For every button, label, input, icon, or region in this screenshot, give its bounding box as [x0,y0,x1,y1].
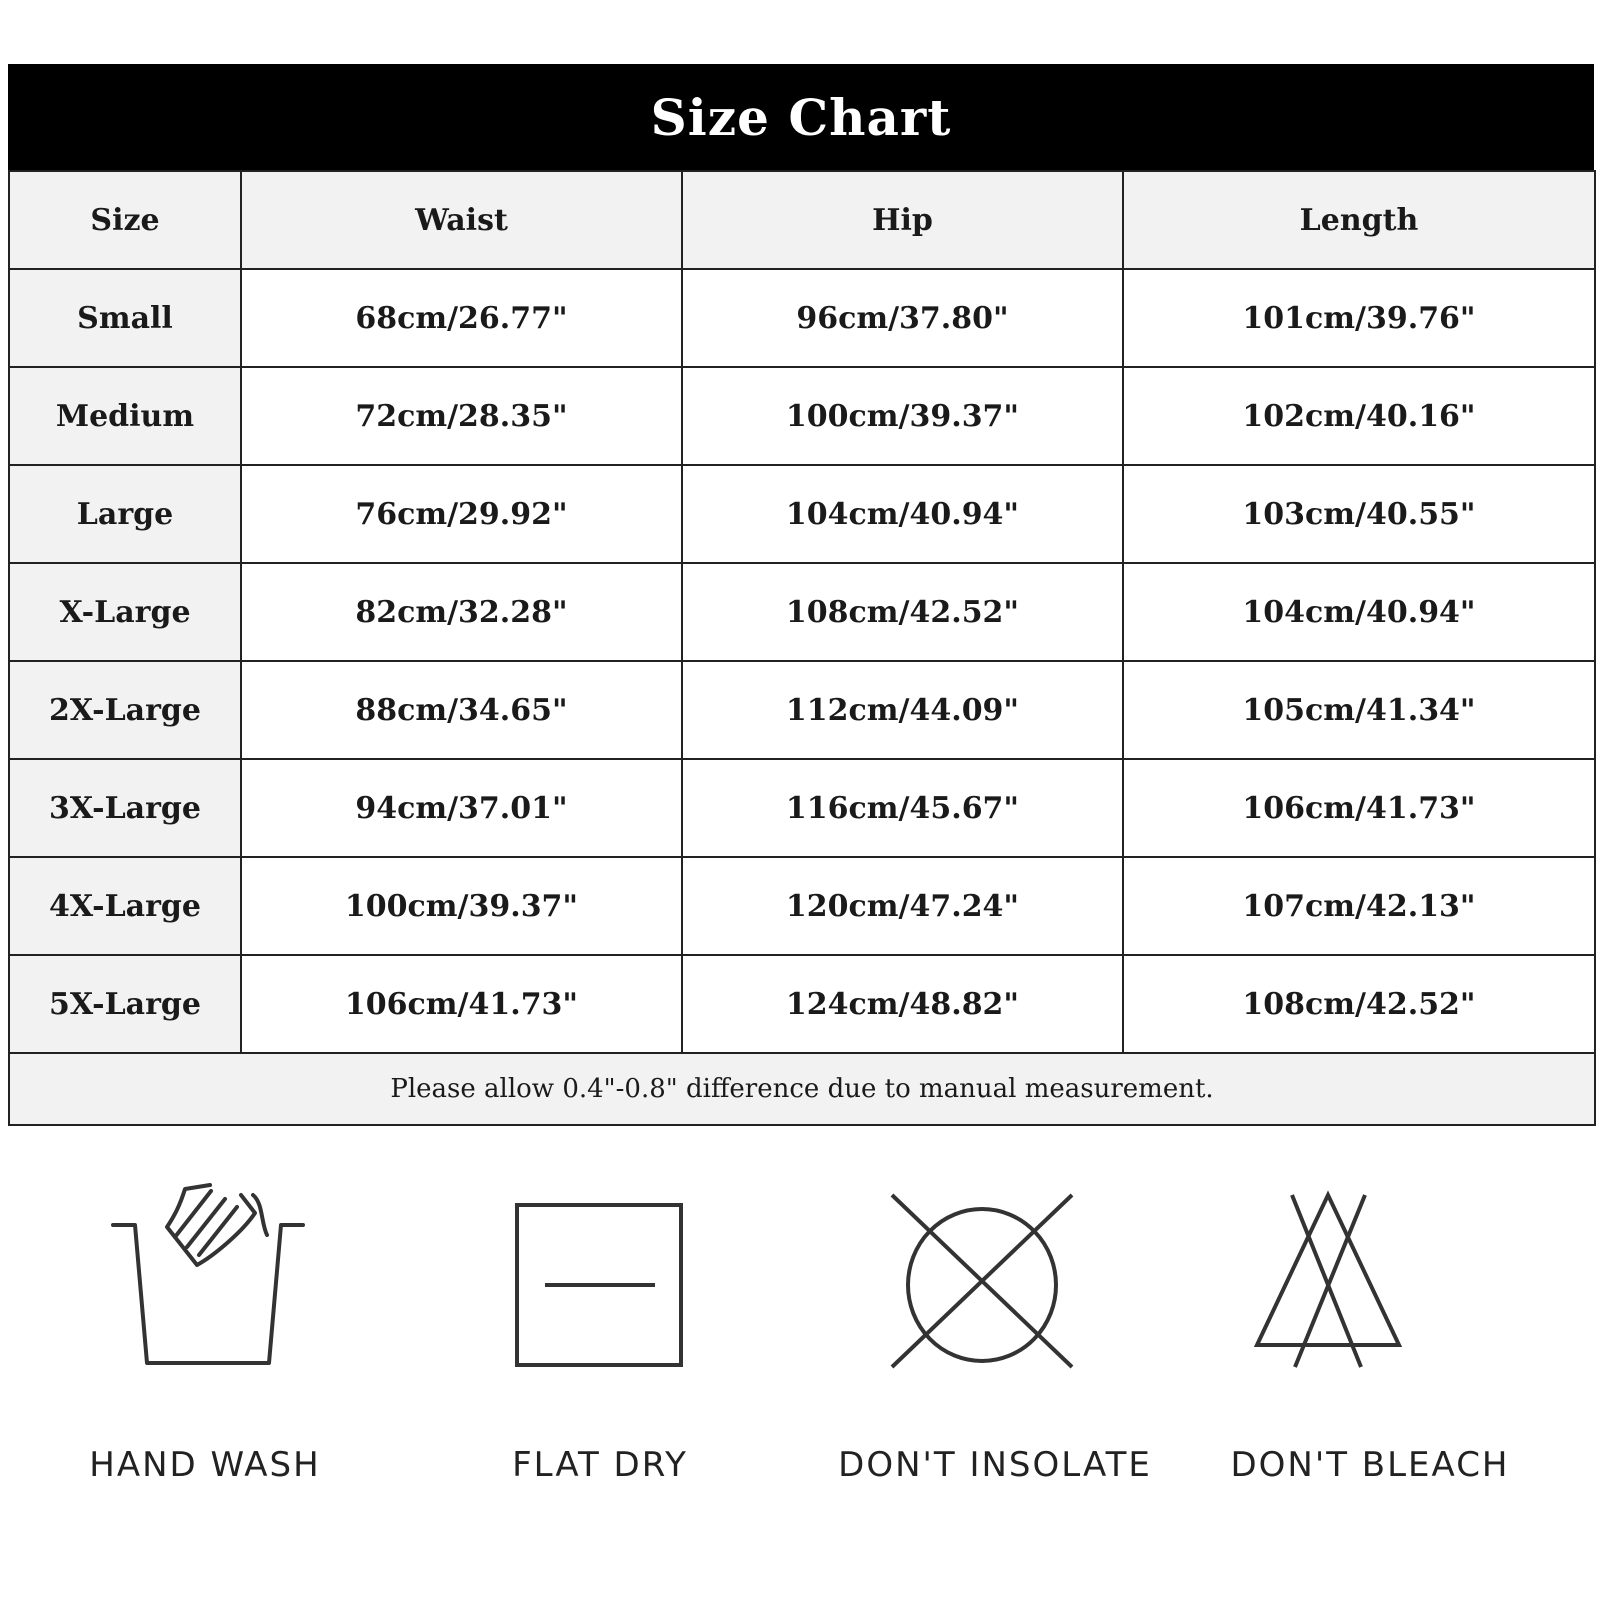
table-row [9,661,1595,759]
length-cell: 101cm/39.76" [1123,269,1595,367]
size-chart [8,64,1594,1126]
length-cell: 108cm/42.52" [1123,955,1595,1053]
table-row [9,955,1595,1053]
care-label-flat-dry: FLAT DRY [512,1445,688,1485]
table-row [9,759,1595,857]
waist-cell: 106cm/41.73" [241,955,682,1053]
length-cell: 103cm/40.55" [1123,465,1595,563]
chart-title: Size Chart [8,64,1594,170]
size-cell: 2X-Large [9,661,241,759]
length-cell: 105cm/41.34" [1123,661,1595,759]
care-label-dont-insolate: DON'T INSOLATE [838,1445,1152,1485]
hip-cell: 104cm/40.94" [682,465,1123,563]
waist-cell: 72cm/28.35" [241,367,682,465]
waist-cell: 68cm/26.77" [241,269,682,367]
care-label-dont-bleach: DON'T BLEACH [1230,1445,1510,1485]
waist-cell: 94cm/37.01" [241,759,682,857]
hip-cell: 96cm/37.80" [682,269,1123,367]
size-cell: Medium [9,367,241,465]
size-cell: Large [9,465,241,563]
waist-cell: 88cm/34.65" [241,661,682,759]
size-cell: 5X-Large [9,955,241,1053]
size-cell: X-Large [9,563,241,661]
waist-cell: 82cm/32.28" [241,563,682,661]
hand-wash-icon [85,1195,385,1395]
table-row [9,857,1595,955]
length-cell: 107cm/42.13" [1123,857,1595,955]
table-row [9,367,1595,465]
length-cell: 104cm/40.94" [1123,563,1595,661]
hip-cell: 120cm/47.24" [682,857,1123,955]
header-size: Size [9,171,241,269]
note-row [9,1053,1595,1125]
table-row [9,563,1595,661]
hip-cell: 116cm/45.67" [682,759,1123,857]
size-cell: 4X-Large [9,857,241,955]
size-table [8,170,1596,1126]
dont-insolate-icon [850,1195,1150,1395]
length-cell: 106cm/41.73" [1123,759,1595,857]
header-row [9,171,1595,269]
table-row [9,465,1595,563]
hip-cell: 100cm/39.37" [682,367,1123,465]
flat-dry-icon [470,1195,770,1395]
hip-cell: 108cm/42.52" [682,563,1123,661]
waist-cell: 76cm/29.92" [241,465,682,563]
measurement-note: Please allow 0.4"-0.8" difference due to manual measurement. [9,1053,1595,1125]
size-cell: 3X-Large [9,759,241,857]
waist-cell: 100cm/39.37" [241,857,682,955]
length-cell: 102cm/40.16" [1123,367,1595,465]
hip-cell: 112cm/44.09" [682,661,1123,759]
hip-cell: 124cm/48.82" [682,955,1123,1053]
care-label-hand-wash: HAND WASH [89,1445,321,1485]
size-cell: Small [9,269,241,367]
header-length: Length [1123,171,1595,269]
header-waist: Waist [241,171,682,269]
table-row [9,269,1595,367]
dont-bleach-icon [1235,1195,1535,1395]
header-hip: Hip [682,171,1123,269]
